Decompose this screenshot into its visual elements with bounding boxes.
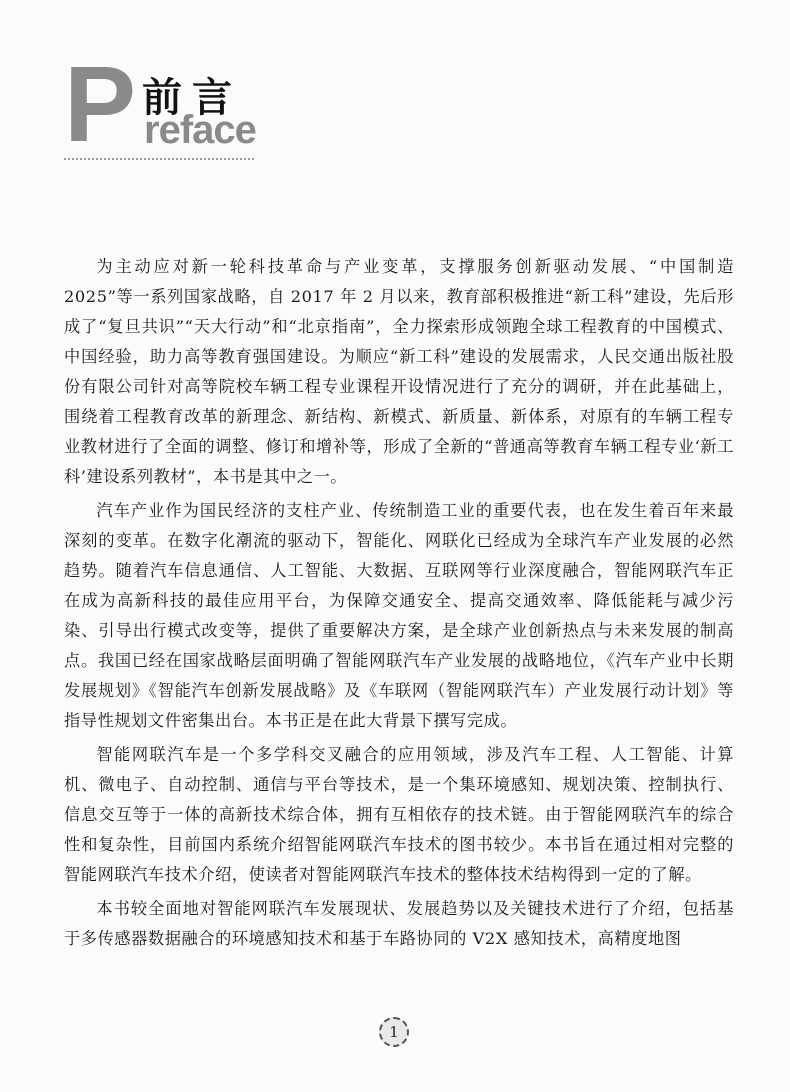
page-number-badge: 1 [379,1017,409,1047]
paragraph: 汽车产业作为国民经济的支柱产业、传统制造工业的重要代表，也在发生着百年来最深刻的变革。在数字化潮流的驱动下，智能化、网联化已经成为全球汽车产业发展的必然趋势。随着汽车信息通信、人工智能、大数据、互联网等行业深度融合，智能网联汽车正在成为高新科技的最佳应用平台，为保障交通安全、提高交通效率、降低能耗与减少污染、引导出行模式改变等，提供了重要解决方案，是全球产业创新热点与未来发展的制高点。我国已经在国家战略层面明确了智能网联汽车产业发展的战略地位，《汽车产业中长期发展规划》《智能汽车创新发展战略》及《车联网（智能网联汽车）产业发展行动计划》等指导性规划文件密集出台。本书正是在此大背景下撰写完成。 [64,501,734,730]
preface-header [64,43,264,164]
preface-initial-letter: P [64,43,137,164]
paragraph: 智能网联汽车是一个多学科交叉融合的应用领域，涉及汽车工程、人工智能、计算机、微电子、自动控制、通信与平台等技术，是一个集环境感知、规划决策、控制执行、信息交互等于一体的高新技术综合体，拥有互相依存的技术链。由于智能网联汽车的综合性和复杂性，目前国内系统介绍智能网联汽车技术的图书较少。本书旨在通过相对完整的智能网联汽车技术介绍，使读者对智能网联汽车技术的整体技术结构得到一定的了解。 [64,745,734,884]
preface-body [64,252,734,958]
paragraph: 为主动应对新一轮科技革命与产业变革，支撑服务创新驱动发展、“中国制造 2025”等一系列国家战略，自 2017 年 2 月以来，教育部积极推进“新工科”建设，先后形成了“复旦共识”“天大行动”和“北京指南”，全力探索形成领跑全球工程教育的中国模式、中国经验，助力高等教育强国建设。为顺应“新工科”建设的发展需求，人民交通出版社股份有限公司针对高等院校车辆工程专业课程开设情况进行了充分的调研，并在此基础上，围绕着工程教育改革的新理念、新结构、新模式、新质量、新体系，对原有的车辆工程专业教材进行了全面的调整、修订和增补等，形成了全新的“普通高等教育车辆工程专业‘新工科’建设系列教材”，本书是其中之一。 [64,257,734,486]
page-title-english: reface [144,108,256,152]
dotted-divider [64,158,254,160]
paragraph: 本书较全面地对智能网联汽车发展现状、发展趋势以及关键技术进行了介绍，包括基于多传感器数据融合的环境感知技术和基于车路协同的 V2X 感知技术，高精度地图 [64,899,734,948]
page-title: 前言 [142,75,242,121]
